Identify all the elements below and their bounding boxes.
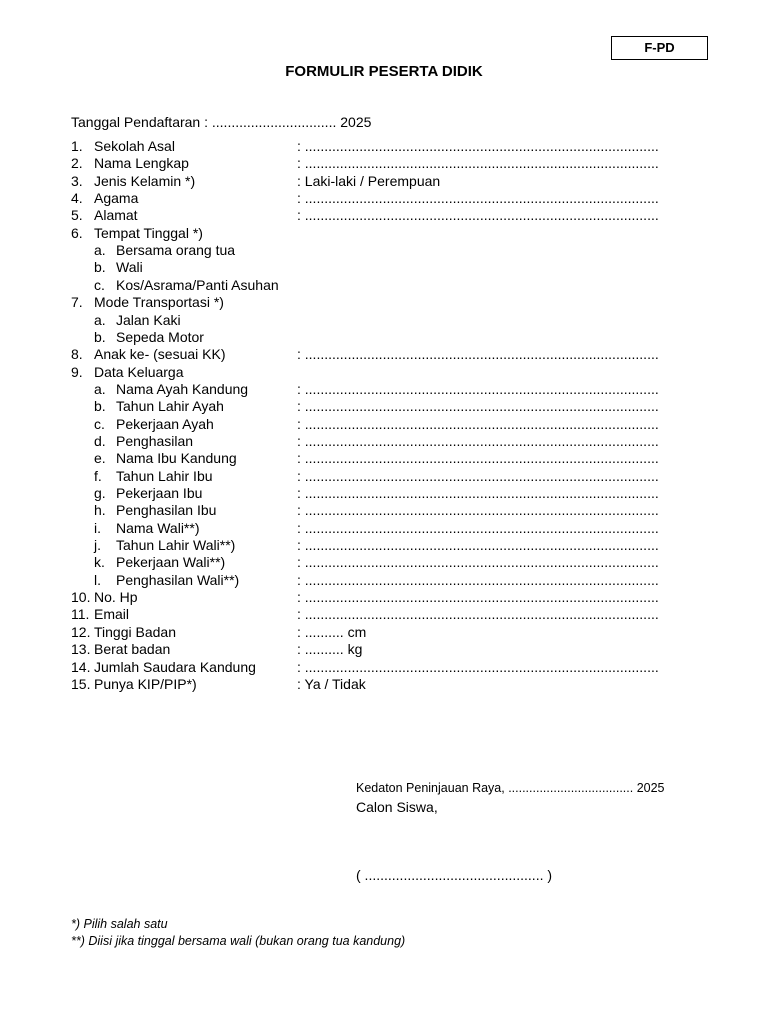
item-value-field[interactable]: : ........................................................................................... bbox=[297, 415, 659, 432]
form-item bbox=[0, 659, 768, 676]
item-value-field[interactable]: : Ya / Tidak bbox=[297, 675, 366, 692]
item-label: Mode Transportasi *) bbox=[94, 294, 224, 311]
item-number: b. bbox=[94, 398, 106, 415]
item-label: Penghasilan Wali**) bbox=[116, 571, 240, 588]
form-subitem bbox=[0, 450, 768, 467]
item-label: Nama Ayah Kandung bbox=[116, 380, 249, 397]
form-subitem bbox=[0, 398, 768, 415]
item-label: Nama Wali**) bbox=[116, 519, 200, 536]
item-label: Sepeda Motor bbox=[116, 328, 204, 345]
item-label: Anak ke- (sesuai KK) bbox=[94, 346, 226, 363]
item-label: Bersama orang tua bbox=[116, 242, 236, 259]
form-item bbox=[0, 155, 768, 172]
item-number: g. bbox=[94, 485, 106, 501]
form-subitem bbox=[0, 554, 768, 571]
item-value-field[interactable]: : ........................................................................................... bbox=[297, 502, 659, 519]
item-number: 8. bbox=[71, 346, 83, 363]
item-label: Agama bbox=[94, 190, 139, 207]
item-number: 6. bbox=[71, 224, 83, 241]
item-label: Penghasilan Ibu bbox=[116, 502, 217, 519]
form-item bbox=[0, 606, 768, 623]
signature-name-line: ( .............................................. ) bbox=[356, 867, 553, 883]
item-label: No. Hp bbox=[94, 589, 138, 606]
item-number: e. bbox=[94, 450, 106, 467]
item-label: Tahun Lahir Ayah bbox=[116, 398, 224, 415]
registration-date: Tanggal Pendaftaran : ................................ 2025 bbox=[71, 114, 372, 130]
form-subitem bbox=[0, 572, 768, 589]
item-number: d. bbox=[94, 432, 106, 449]
item-label: Punya KIP/PIP*) bbox=[94, 675, 197, 692]
item-number: a. bbox=[94, 242, 106, 259]
form-subitem bbox=[0, 277, 768, 294]
item-number: f. bbox=[94, 467, 102, 484]
item-label: Tahun Lahir Ibu bbox=[116, 467, 213, 484]
item-label: Sekolah Asal bbox=[94, 138, 175, 154]
form-subitem bbox=[0, 502, 768, 519]
form-item bbox=[0, 624, 768, 641]
item-number: l. bbox=[94, 571, 101, 588]
item-label: Pekerjaan Ibu bbox=[116, 485, 203, 501]
form-subitem bbox=[0, 329, 768, 346]
form-subitem bbox=[0, 468, 768, 485]
item-label: Penghasilan bbox=[116, 432, 194, 449]
item-label: Tempat Tinggal *) bbox=[94, 224, 203, 241]
item-value-field[interactable]: : ........................................................................................... bbox=[297, 432, 659, 449]
item-number: c. bbox=[94, 276, 105, 293]
item-value-field[interactable]: : ........................................................................................... bbox=[297, 537, 659, 554]
item-number: 4. bbox=[71, 190, 83, 207]
form-item bbox=[0, 364, 768, 381]
item-label: Nama Ibu Kandung bbox=[116, 450, 237, 467]
footnote-single-choice: *) Pilih salah satu bbox=[71, 917, 168, 931]
item-value-field[interactable]: : ........................................................................................... bbox=[297, 207, 659, 224]
item-number: 13. bbox=[71, 641, 91, 658]
item-value-field[interactable]: : ........................................................................................... bbox=[297, 398, 659, 415]
item-number: 15. bbox=[71, 675, 91, 692]
item-label: Alamat bbox=[94, 207, 138, 224]
item-label: Wali bbox=[116, 259, 143, 276]
item-label: Pekerjaan Wali**) bbox=[116, 554, 226, 571]
item-value-field[interactable]: : ........................................................................................... bbox=[297, 138, 659, 154]
item-value-field[interactable]: : ........................................................................................... bbox=[297, 571, 659, 588]
item-value-field[interactable]: : .......... cm bbox=[297, 623, 367, 640]
item-label: Data Keluarga bbox=[94, 363, 184, 380]
item-number: 1. bbox=[71, 138, 83, 154]
item-value-field[interactable]: : Laki-laki / Perempuan bbox=[297, 172, 441, 189]
item-label: Pekerjaan Ayah bbox=[116, 415, 214, 432]
item-label: Tahun Lahir Wali**) bbox=[116, 537, 236, 554]
item-label: Jenis Kelamin *) bbox=[94, 172, 196, 189]
item-value-field[interactable]: : ........................................................................................... bbox=[297, 467, 659, 484]
form-subitem bbox=[0, 381, 768, 398]
item-value-field[interactable]: : ........................................................................................... bbox=[297, 589, 659, 606]
item-number: 7. bbox=[71, 294, 83, 311]
item-number: 14. bbox=[71, 658, 91, 675]
form-subitem bbox=[0, 312, 768, 329]
form-item bbox=[0, 346, 768, 363]
form-code-box: F-PD bbox=[611, 36, 708, 60]
item-value-field[interactable]: : .......... kg bbox=[297, 641, 363, 658]
item-label: Berat badan bbox=[94, 641, 171, 658]
item-label: Email bbox=[94, 606, 130, 623]
item-label: Jumlah Saudara Kandung bbox=[94, 658, 256, 675]
item-label: Jalan Kaki bbox=[116, 311, 181, 328]
form-subitem bbox=[0, 485, 768, 502]
item-number: 9. bbox=[71, 363, 83, 380]
item-number: c. bbox=[94, 415, 105, 432]
item-number: b. bbox=[94, 328, 106, 345]
signature-role: Calon Siswa, bbox=[356, 799, 438, 815]
item-number: 10. bbox=[71, 589, 91, 606]
item-value-field[interactable]: : ........................................................................................... bbox=[297, 190, 659, 207]
form-item bbox=[0, 138, 768, 155]
item-value-field[interactable]: : ........................................................................................... bbox=[297, 554, 659, 571]
form-subitem bbox=[0, 520, 768, 537]
form-item bbox=[0, 294, 768, 311]
item-number: k. bbox=[94, 554, 105, 571]
item-value-field[interactable]: : ........................................................................................... bbox=[297, 606, 659, 623]
item-value-field[interactable]: : ........................................................................................... bbox=[297, 658, 659, 675]
form-subitem bbox=[0, 259, 768, 276]
form-item bbox=[0, 676, 768, 693]
form-subitem bbox=[0, 416, 768, 433]
item-number: j. bbox=[94, 537, 101, 554]
item-number: 12. bbox=[71, 623, 91, 640]
item-number: 3. bbox=[71, 172, 83, 189]
item-number: h. bbox=[94, 502, 106, 519]
form-item bbox=[0, 207, 768, 224]
form-subitem bbox=[0, 433, 768, 450]
footnote-guardian: **) Diisi jika tinggal bersama wali (bukan orang tua kandung) bbox=[71, 934, 406, 948]
form-item bbox=[0, 173, 768, 190]
item-number: a. bbox=[94, 380, 106, 397]
item-value-field[interactable]: : ........................................................................................... bbox=[297, 346, 659, 363]
form-subitem bbox=[0, 242, 768, 259]
form-subitem bbox=[0, 537, 768, 554]
form-item bbox=[0, 225, 768, 242]
item-label: Nama Lengkap bbox=[94, 155, 189, 172]
form-item bbox=[0, 589, 768, 606]
item-number: 2. bbox=[71, 155, 83, 172]
item-value-field[interactable]: : ........................................................................................... bbox=[297, 519, 659, 536]
item-number: 11. bbox=[71, 606, 90, 623]
item-number: a. bbox=[94, 311, 106, 328]
item-number: i. bbox=[94, 519, 101, 536]
form-item bbox=[0, 190, 768, 207]
form-item bbox=[0, 641, 768, 658]
item-value-field[interactable]: : ........................................................................................... bbox=[297, 450, 659, 467]
signature-place-date: Kedaton Peninjauan Raya, .................................... 2025 bbox=[356, 781, 665, 795]
item-value-field[interactable]: : ........................................................................................... bbox=[297, 485, 659, 501]
item-label: Tinggi Badan bbox=[94, 623, 176, 640]
item-number: b. bbox=[94, 259, 106, 276]
item-value-field[interactable]: : ........................................................................................... bbox=[297, 155, 659, 172]
item-number: 5. bbox=[71, 207, 83, 224]
item-label: Kos/Asrama/Panti Asuhan bbox=[116, 276, 279, 293]
item-value-field[interactable]: : ........................................................................................... bbox=[297, 380, 659, 397]
form-title: FORMULIR PESERTA DIDIK bbox=[285, 63, 483, 80]
